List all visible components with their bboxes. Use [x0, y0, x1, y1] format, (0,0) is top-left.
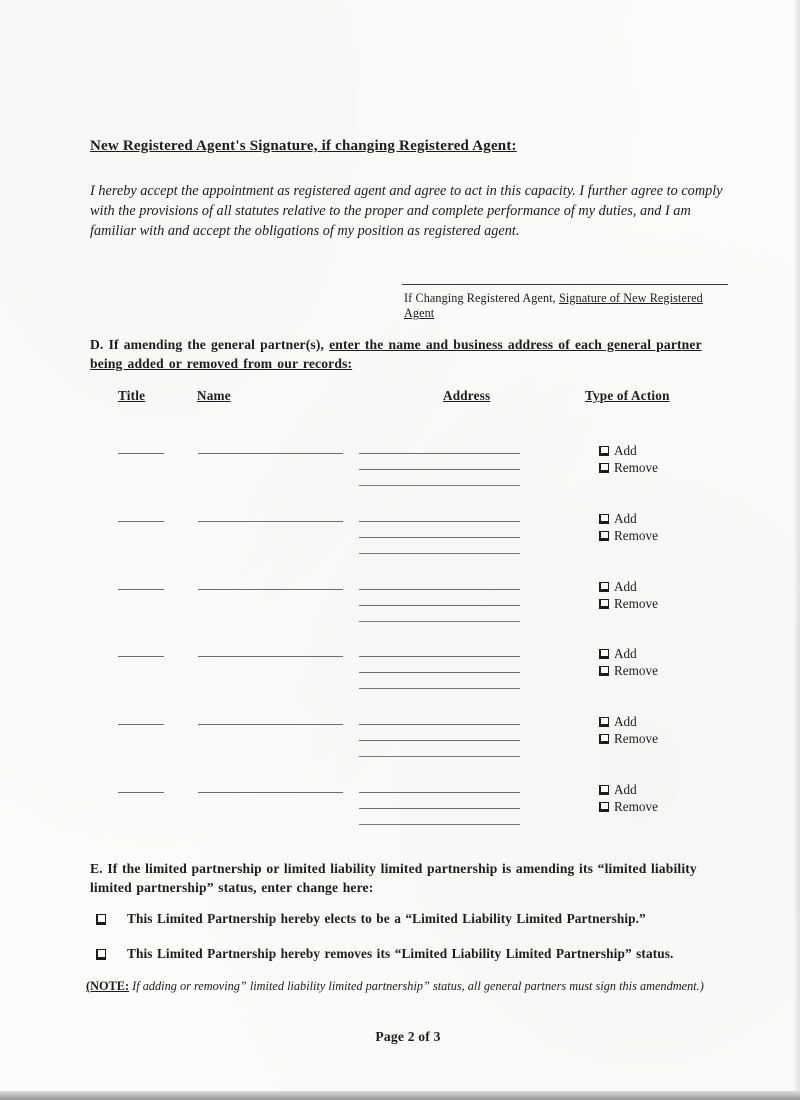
new-agent-signature-heading: New Registered Agent's Signature, if changing Registered Agent:	[90, 138, 517, 154]
address-field-line-1[interactable]	[359, 656, 520, 657]
remove-checkbox[interactable]	[599, 531, 609, 541]
name-field-line[interactable]	[198, 453, 343, 454]
add-checkbox-label: Add	[614, 443, 637, 458]
address-field-line-3[interactable]	[359, 688, 520, 689]
remove-llp-option-label: This Limited Partnership hereby removes its “Limited Liability Limited Partnership” status.	[127, 946, 674, 961]
section-d-heading-plain: D. If amending the general partner(s),	[90, 337, 330, 352]
remove-checkbox-label: Remove	[614, 663, 658, 679]
section-d-heading-underlined: enter the name and business address of each general partner being added or removed from our records:	[90, 337, 702, 371]
amendment-note	[86, 978, 746, 994]
partner-rows	[0, 443, 800, 850]
agent-affirmation-paragraph: I hereby accept the appointment as registered agent and agree to act in this capacity. I further agree to comply with the provisions of all statutes relative to the proper and complete performance of my duties, and I am familiar with and accept the obligations of my position as registered agent.	[90, 183, 723, 239]
remove-checkbox-label: Remove	[614, 798, 658, 814]
title-field-line[interactable]	[118, 792, 164, 793]
address-field-line-2[interactable]	[359, 740, 520, 741]
add-checkbox-label: Add	[614, 781, 637, 797]
new-agent-signature-line[interactable]	[402, 284, 728, 285]
partner-row	[0, 782, 800, 850]
name-field-line[interactable]	[198, 589, 343, 590]
add-checkbox[interactable]	[599, 717, 609, 727]
address-field-line-2[interactable]	[359, 537, 520, 538]
remove-checkbox-label: Remove	[614, 460, 658, 475]
note-text: If adding or removing” limited liability limited partnership” status, all general partners must sign this amendment.)	[129, 979, 704, 993]
partner-row	[0, 646, 800, 714]
add-checkbox-label: Add	[614, 578, 637, 594]
address-field-line-1[interactable]	[359, 589, 520, 590]
title-field-line[interactable]	[118, 521, 164, 522]
address-field-line-3[interactable]	[359, 553, 520, 554]
note-label: (NOTE:	[86, 979, 130, 993]
column-header-name: Name	[197, 388, 231, 403]
elect-llp-option-label: This Limited Partnership hereby elects to be a “Limited Liability Limited Partnership.”	[127, 911, 646, 926]
elect-llp-checkbox[interactable]	[96, 914, 106, 925]
add-checkbox[interactable]	[599, 582, 609, 592]
section-e-heading: E. If the limited partnership or limited liability limited partnership is amending its “limited liability limited partnership” status, enter change here:	[90, 861, 697, 895]
scan-edge-shadow-bottom	[0, 1091, 800, 1100]
add-checkbox[interactable]	[599, 649, 609, 659]
address-field-line-1[interactable]	[359, 792, 520, 793]
title-field-line[interactable]	[118, 589, 164, 590]
add-checkbox[interactable]	[599, 785, 609, 795]
remove-checkbox[interactable]	[599, 463, 609, 473]
address-field-line-2[interactable]	[359, 469, 520, 470]
name-field-line[interactable]	[198, 792, 343, 793]
title-field-line[interactable]	[118, 656, 164, 657]
page-number-label: Page 2 of 3	[375, 1029, 441, 1044]
title-field-line[interactable]	[118, 724, 164, 725]
column-header-address: Address	[443, 388, 491, 403]
address-field-line-3[interactable]	[359, 621, 520, 622]
remove-checkbox[interactable]	[599, 802, 609, 812]
address-field-line-1[interactable]	[359, 724, 520, 725]
address-field-line-3[interactable]	[359, 756, 520, 757]
partner-row	[0, 579, 800, 647]
partner-row	[0, 511, 800, 579]
remove-checkbox[interactable]	[599, 599, 609, 609]
add-checkbox-label: Add	[614, 646, 637, 662]
signature-caption-underlined: Signature of New Registered Agent	[404, 291, 703, 320]
address-field-line-1[interactable]	[359, 453, 520, 454]
address-field-line-2[interactable]	[359, 605, 520, 606]
remove-llp-checkbox[interactable]	[96, 949, 106, 960]
add-checkbox[interactable]	[599, 446, 609, 456]
address-field-line-1[interactable]	[359, 521, 520, 522]
column-header-type-of-action: Type of Action	[585, 388, 670, 403]
name-field-line[interactable]	[198, 724, 343, 725]
add-checkbox[interactable]	[599, 514, 609, 524]
address-field-line-3[interactable]	[359, 824, 520, 825]
remove-checkbox[interactable]	[599, 734, 609, 744]
address-field-line-2[interactable]	[359, 808, 520, 809]
address-field-line-3[interactable]	[359, 485, 520, 486]
section-d-heading	[90, 336, 738, 373]
title-field-line[interactable]	[118, 453, 164, 454]
scan-edge-shadow-right	[793, 0, 800, 1100]
remove-checkbox-label: Remove	[614, 527, 658, 543]
add-checkbox-label: Add	[614, 510, 637, 526]
add-checkbox-label: Add	[614, 714, 637, 730]
name-field-line[interactable]	[198, 521, 343, 522]
remove-checkbox[interactable]	[599, 666, 609, 676]
remove-checkbox-label: Remove	[614, 731, 658, 747]
partner-row	[0, 443, 800, 511]
name-field-line[interactable]	[198, 656, 343, 657]
signature-caption-prefix: If Changing Registered Agent,	[404, 291, 559, 305]
remove-checkbox-label: Remove	[614, 595, 658, 611]
partner-row	[0, 714, 800, 782]
signature-line-caption	[404, 291, 734, 321]
column-header-title: Title	[118, 388, 146, 403]
address-field-line-2[interactable]	[359, 672, 520, 673]
